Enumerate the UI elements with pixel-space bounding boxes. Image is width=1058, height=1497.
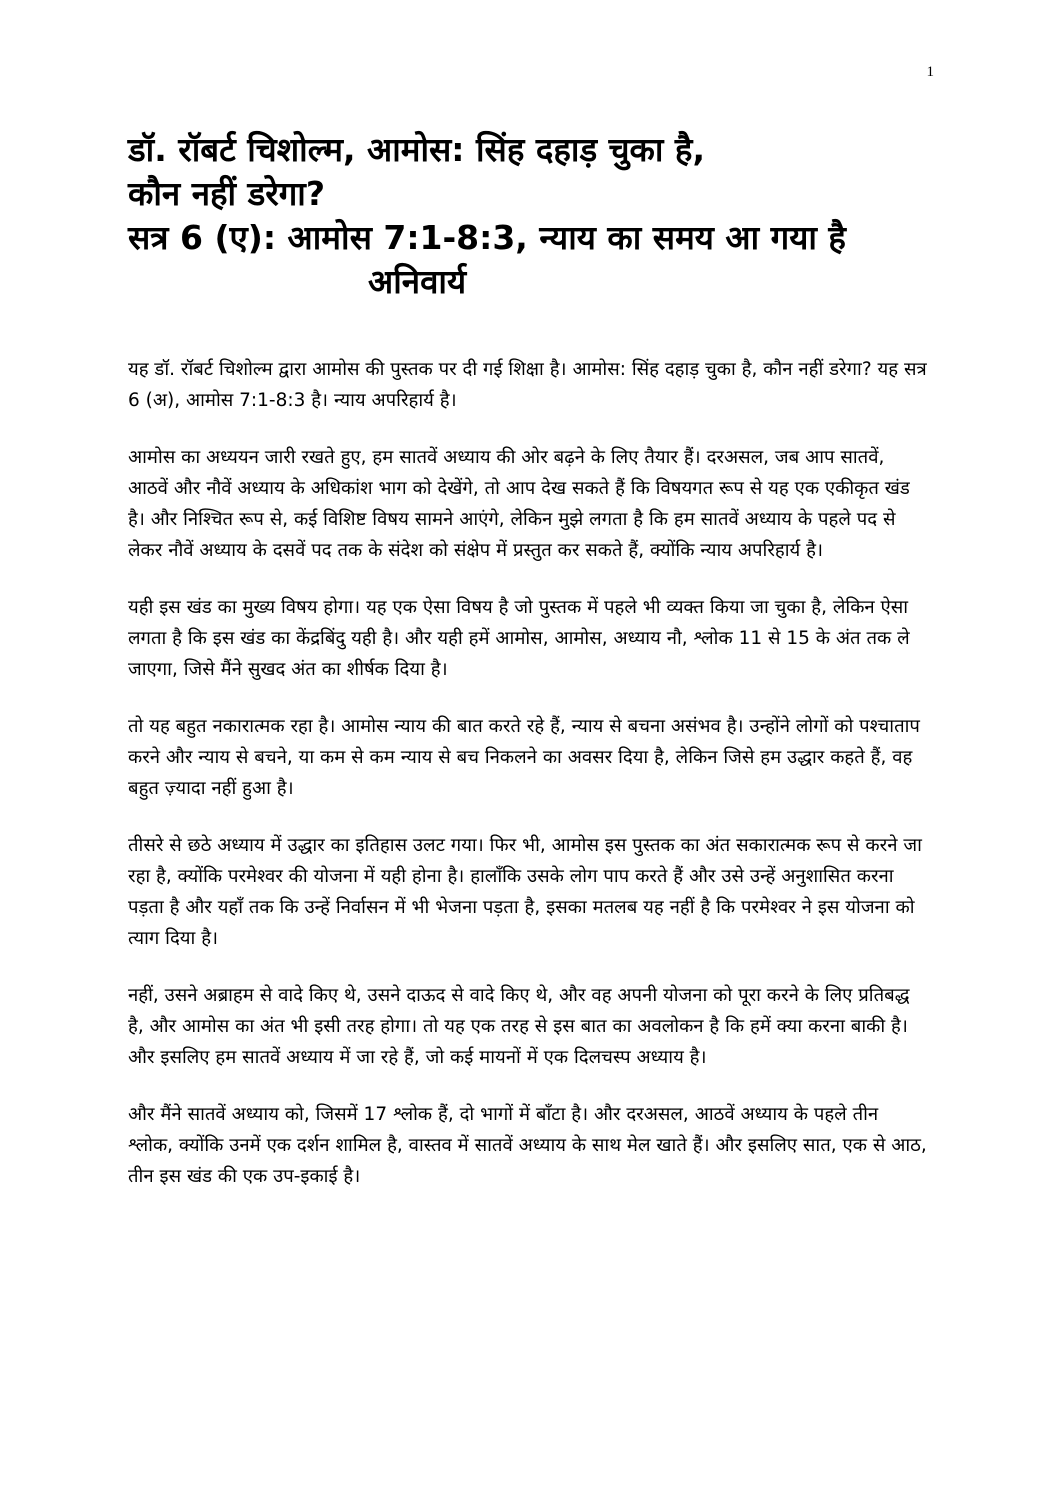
page-number: 1 — [926, 64, 934, 80]
title-line-3: सत्र 6 (ए): आमोस 7:1-8:3, न्याय का समय आ गया है — [128, 218, 846, 257]
paragraph: और मैंने सातवें अध्याय को, जिसमें 17 श्लोक हैं, दो भागों में बाँटा है। और दरअसल, आठवें अध्याय के पहले तीन श्लोक, क्योंकि उनमें एक दर्शन शामिल है, वास्तव में सातवें अध्याय के साथ मेल खाते हैं। और इसलिए सात, एक से आठ, तीन इस खंड की एक उप-इकाई है। — [128, 1104, 927, 1187]
paragraph: तो यह बहुत नकारात्मक रहा है। आमोस न्याय की बात करते रहे हैं, न्याय से बचना असंभव है। उन्होंने लोगों को पश्चाताप करने और न्याय से बचने, या कम से कम न्याय से बच निकलने का अवसर दिया है, लेकिन जिसे हम उद्धार कहते हैं, वह बहुत ज़्यादा नहीं हुआ है। — [128, 716, 920, 799]
paragraph: नहीं, उसने अब्राहम से वादे किए थे, उसने दाऊद से वादे किए थे, और वह अपनी योजना को पूरा करने के लिए प्रतिबद्ध है, और आमोस का अंत भी इसी तरह होगा। तो यह एक तरह से इस बात का अवलोकन है कि हमें क्या करना बाकी है। और इसलिए हम सातवें अध्याय में जा रहे हैं, जो कई मायनों में एक दिलचस्प अध्याय है। — [128, 985, 910, 1068]
paragraph: आमोस का अध्ययन जारी रखते हुए, हम सातवें अध्याय की ओर बढ़ने के लिए तैयार हैं। दरअसल, जब आप सातवें, आठवें और नौवें अध्याय के अधिकांश भाग को देखेंगे, तो आप देख सकते हैं कि विषयगत रूप से यह एक एकीकृत खंड है। और निश्चित रूप से, कई विशिष्ट विषय सामने आएंगे, लेकिन मुझे लगता है कि हम सातवें अध्याय के पहले पद से लेकर नौवें अध्याय के दसवें पद तक के संदेश को संक्षेप में प्रस्तुत कर सकते हैं, क्योंकि न्याय अपरिहार्य है। — [128, 447, 910, 561]
title-line-2: कौन नहीं डरेगा? — [128, 174, 325, 213]
title-line-1: डॉ. रॉबर्ट चिशोल्म, आमोस: सिंह दहाड़ चुका है, — [128, 130, 705, 169]
paragraph: तीसरे से छठे अध्याय में उद्धार का इतिहास उलट गया। फिर भी, आमोस इस पुस्तक का अंत सकारात्मक रूप से करने जा रहा है, क्योंकि परमेश्वर की योजना में यही होना है। हालाँकि उसके लोग पाप करते हैं और उसे उन्हें अनुशासित करना पड़ता है और यहाँ तक कि उन्हें निर्वासन में भी भेजना पड़ता है, इसका मतलब यह नहीं है कि परमेश्वर ने इस योजना को त्याग दिया है। — [128, 835, 922, 949]
title-line-4: अनिवार्य — [368, 262, 467, 301]
paragraph: यह डॉ. रॉबर्ट चिशोल्म द्वारा आमोस की पुस्तक पर दी गई शिक्षा है। आमोस: सिंह दहाड़ चुका है, कौन नहीं डरेगा? यह सत्र 6 (अ), आमोस 7:1-8:3 है। न्याय अपरिहार्य है। — [128, 359, 927, 411]
paragraph: यही इस खंड का मुख्य विषय होगा। यह एक ऐसा विषय है जो पुस्तक में पहले भी व्यक्त किया जा चुका है, लेकिन ऐसा लगता है कि इस खंड का केंद्रबिंदु यही है। और यही हमें आमोस, आमोस, अध्याय नौ, श्लोक 11 से 15 के अंत तक ले जाएगा, जिसे मैंने सुखद अंत का शीर्षक दिया है। — [128, 597, 910, 680]
document-title — [128, 128, 928, 304]
document-body — [128, 354, 928, 1218]
